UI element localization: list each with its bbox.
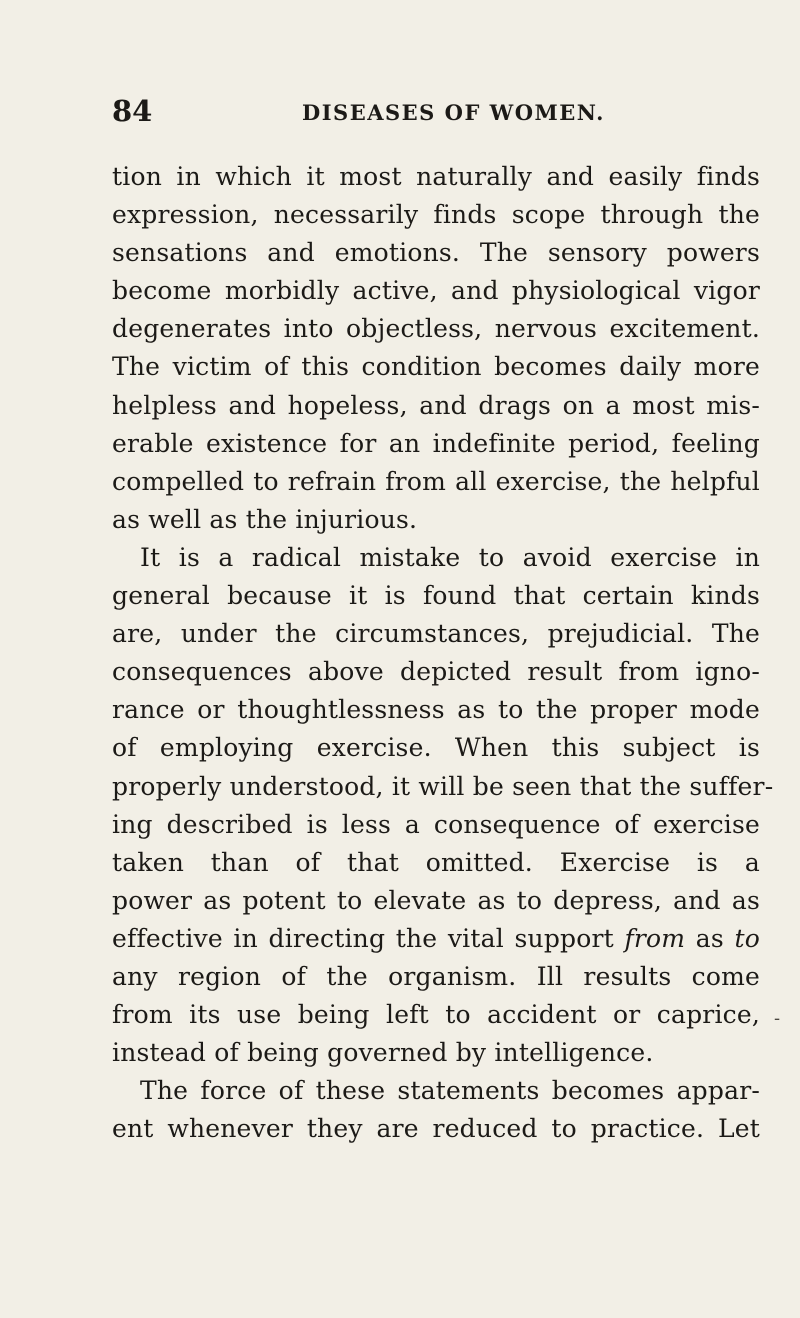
text-line: are, under the circumstances, prejudicial. The [112,619,760,649]
text-line: become morbidly active, and physiological vigor [112,276,760,306]
text-line: helpless and hopeless, and drags on a most mis- [112,390,760,420]
text-line: general because it is found that certain kinds [112,581,760,611]
text-fragment: effective in directing the vital support [112,923,625,953]
text-line: expression, necessarily finds scope through the [112,200,760,230]
text-line: ing described is less a consequence of exercise [112,809,760,839]
italic-word: to [734,923,760,953]
text-line: It is a radical mistake to avoid exercise in [140,542,760,572]
text-line: The victim of this condition becomes daily more [112,352,760,382]
italic-word: from [624,923,686,953]
text-line: tion in which it most naturally and easily finds [112,162,760,191]
text-fragment: as [685,923,735,953]
text-line: as well as the injurious. [112,504,418,534]
margin-mark: - [774,1008,781,1029]
text-line: consequences above depicted result from igno- [112,657,760,687]
text-line: The force of these statements becomes appar- [140,1076,760,1106]
page-header [112,94,758,134]
running-title: DISEASES OF WOMEN. [302,100,605,125]
text-line: compelled to refrain from all exercise, the helpful [112,466,760,496]
text-line: instead of being governed by intelligence. [112,1038,654,1068]
text-line: power as potent to elevate as to depress, and as [112,885,760,915]
text-line: ent whenever they are reduced to practice. Let [112,1114,760,1144]
text-line: from its use being left to accident or caprice, [112,1000,760,1030]
text-line: erable existence for an indefinite period, feeling [112,428,760,458]
text-line-with-italics [112,920,760,958]
text-line: taken than of that omitted. Exercise is a [112,847,760,877]
text-line: sensations and emotions. The sensory powers [112,238,760,268]
text-line: rance or thoughtlessness as to the proper mode [112,695,760,725]
body-text [112,158,774,1148]
text-line: properly understood, it will be seen that the suffer- [112,771,774,801]
text-line: degenerates into objectless, nervous excitement. [112,314,760,344]
page-number: 84 [112,94,153,128]
text-line: of employing exercise. When this subject is [112,733,760,763]
text-line: any region of the organism. Ill results come [112,961,760,991]
